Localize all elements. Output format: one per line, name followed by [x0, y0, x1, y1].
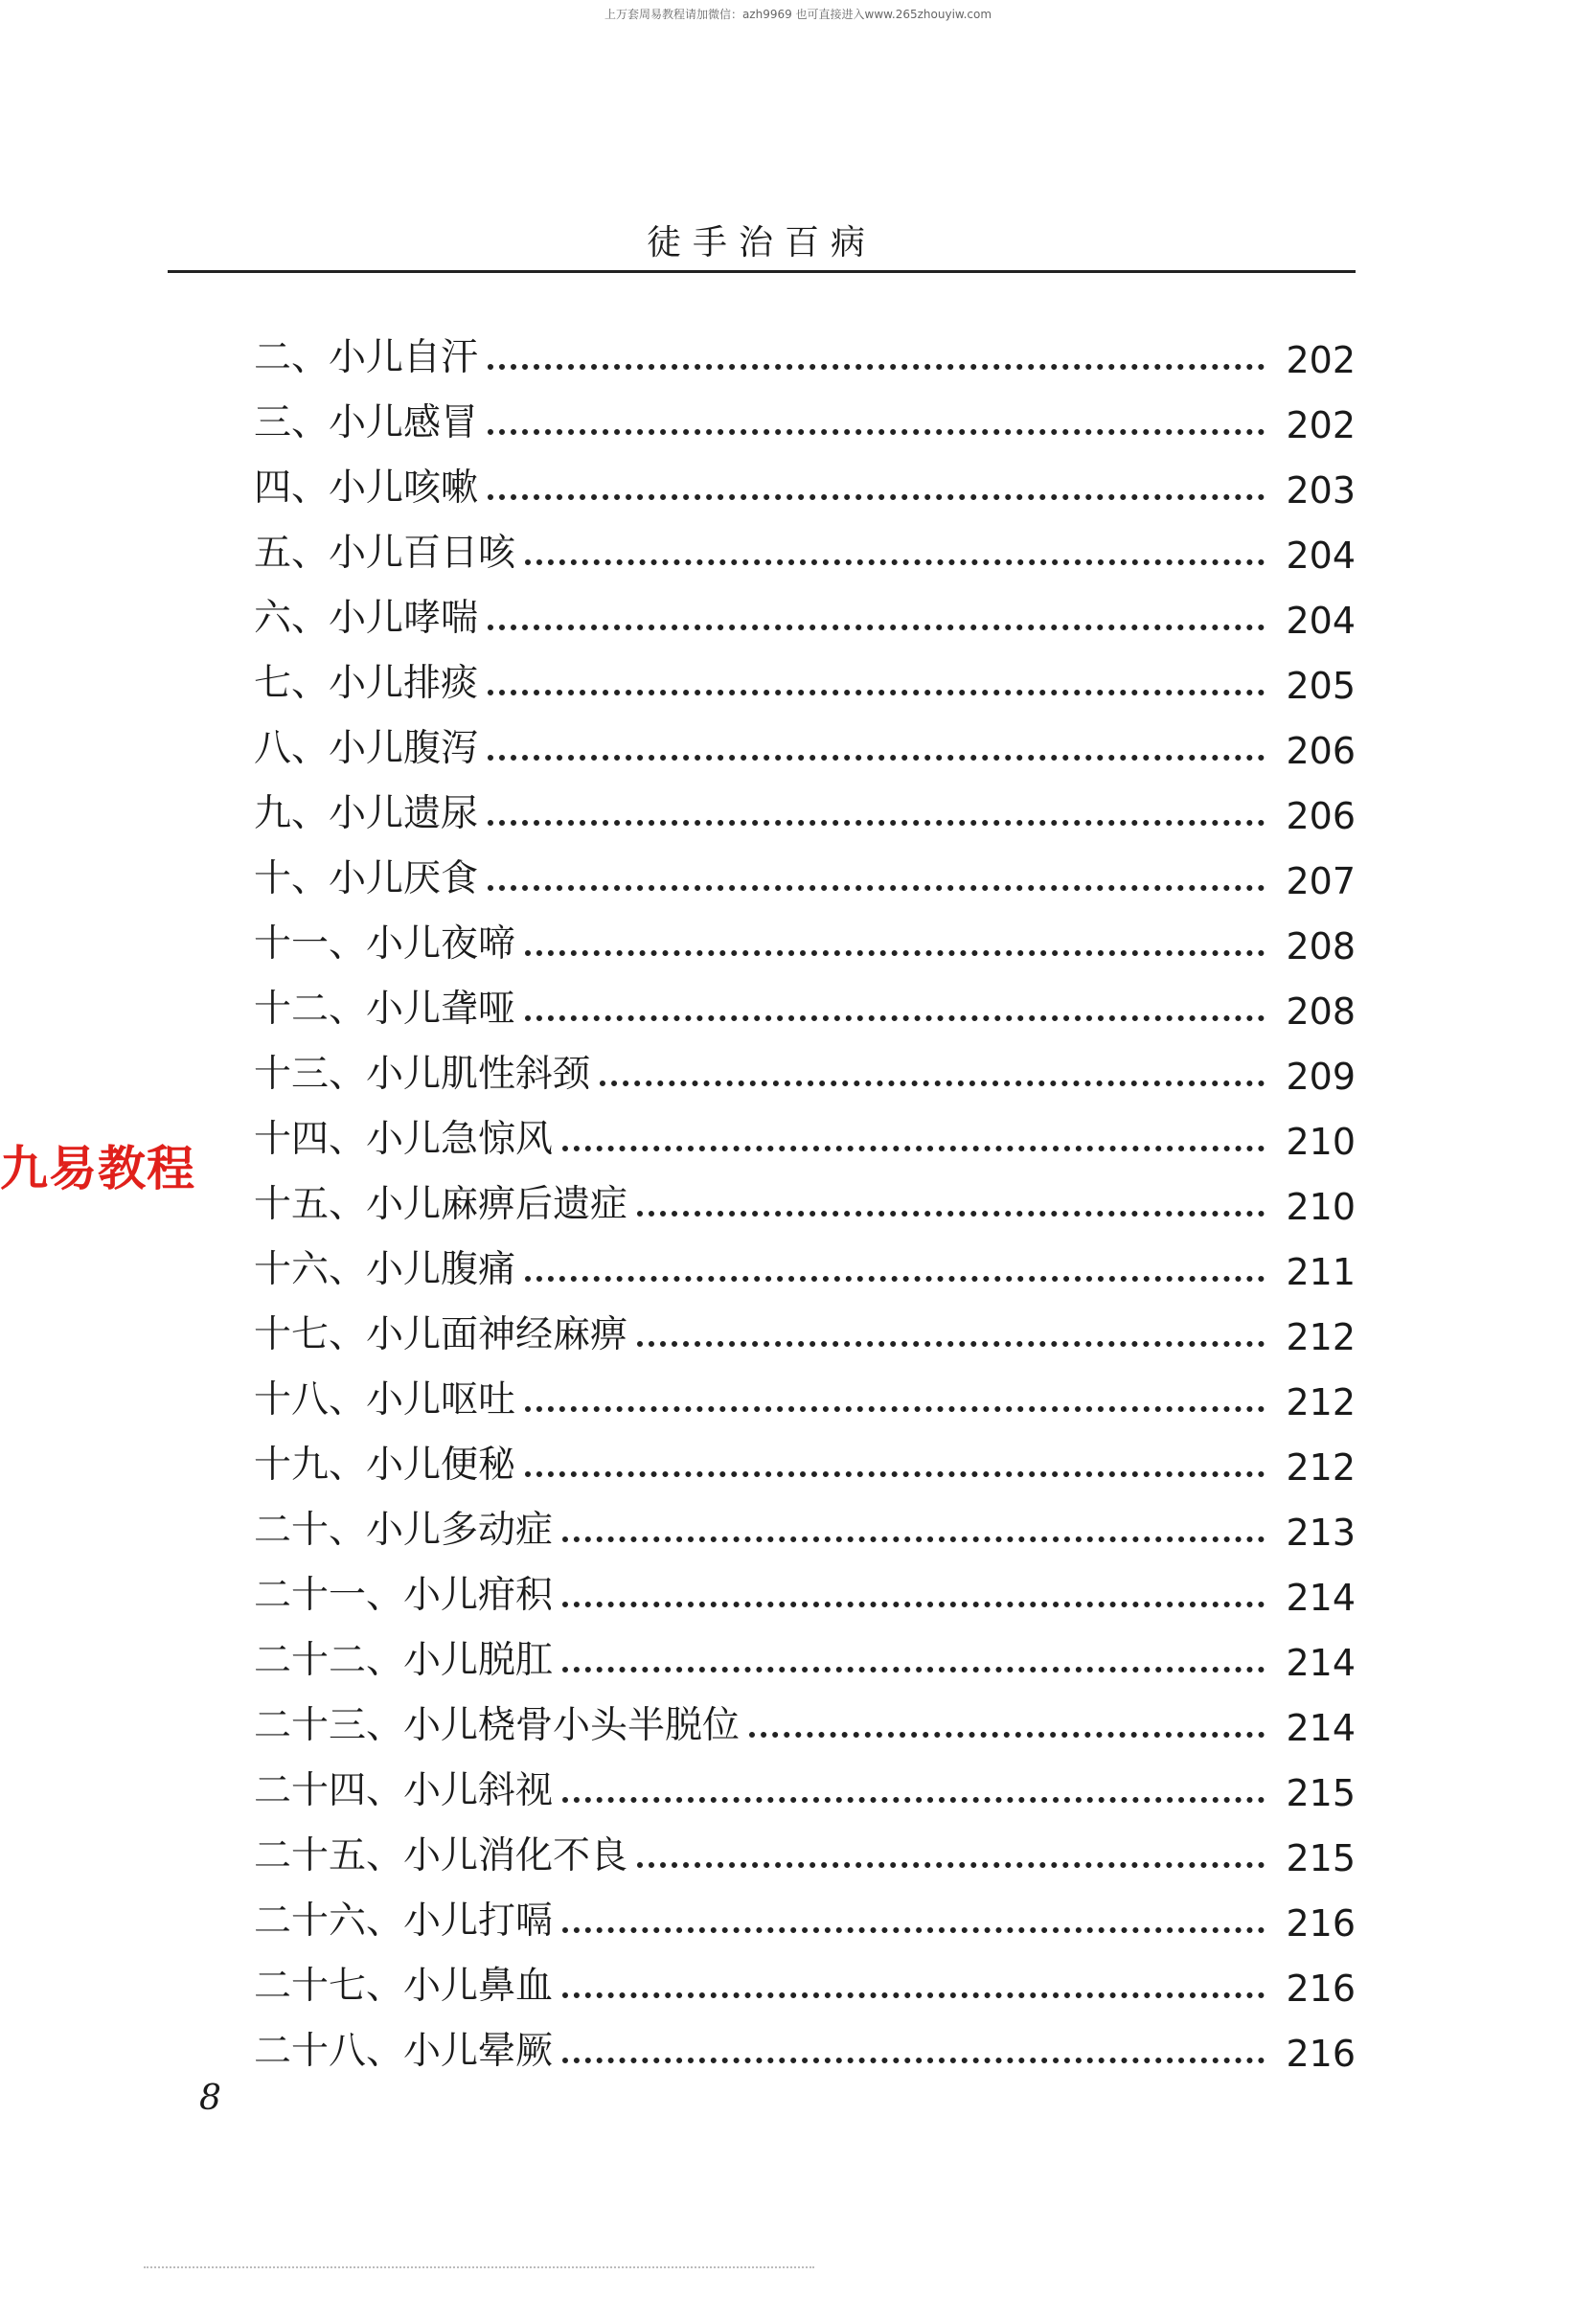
toc-entry-page: 208 [1286, 990, 1356, 1033]
toc-entry-title: 三、小儿感冒 [254, 401, 479, 444]
toc-entry [254, 1945, 1356, 2010]
dot-leader [525, 1406, 1265, 1412]
toc-entry [254, 316, 1356, 381]
book-title: 徒手治百病 [646, 223, 877, 262]
dot-leader [562, 1667, 1265, 1672]
dot-leader [488, 494, 1265, 500]
toc-entry [254, 1228, 1356, 1293]
toc-entry-title: 十五、小儿麻痹后遗症 [254, 1183, 628, 1226]
toc-entry-title: 十七、小儿面神经麻痹 [254, 1313, 628, 1356]
dot-leader [637, 1341, 1265, 1347]
toc-entry-page: 213 [1286, 1512, 1356, 1554]
toc-entry-title: 八、小儿腹泻 [254, 727, 479, 770]
toc-entry-title: 九、小儿遗尿 [254, 792, 479, 835]
toc-entry-page: 209 [1286, 1056, 1356, 1098]
toc-entry-page: 214 [1286, 1707, 1356, 1749]
toc-entry [254, 381, 1356, 446]
dot-leader [562, 1927, 1265, 1933]
running-header [168, 216, 1356, 273]
side-watermark: 九易教程 [0, 1141, 195, 1196]
dot-leader [488, 820, 1265, 826]
top-watermark: 上万套周易教程请加微信：azh9969 也可直接进入www.265zhouyiw.com [604, 8, 992, 21]
toc-entry-page: 210 [1286, 1121, 1356, 1163]
toc-entry [254, 446, 1356, 512]
toc-entry-page: 216 [1286, 1968, 1356, 2010]
dot-leader [525, 950, 1265, 956]
dot-leader [562, 2058, 1265, 2063]
dot-leader [562, 1146, 1265, 1151]
toc-entry-title: 十九、小儿便秘 [254, 1444, 516, 1487]
toc-entry-title: 十、小儿厌食 [254, 857, 479, 900]
toc-entry [254, 837, 1356, 902]
toc-entry-page: 211 [1286, 1251, 1356, 1293]
dot-leader [562, 1797, 1265, 1803]
page-number: 8 [199, 2079, 221, 2118]
toc-entry-title: 七、小儿排痰 [254, 662, 479, 705]
toc-entry [254, 642, 1356, 707]
toc-entry [254, 577, 1356, 642]
toc-entry-title: 二十二、小儿脱肛 [254, 1639, 554, 1682]
toc-entry [254, 1098, 1356, 1163]
toc-entry-page: 212 [1286, 1316, 1356, 1358]
toc-entry-title: 二十、小儿多动症 [254, 1509, 554, 1552]
toc-entry-title: 十八、小儿呕吐 [254, 1378, 516, 1422]
toc-entry-page: 215 [1286, 1837, 1356, 1879]
toc-entry-title: 十六、小儿腹痛 [254, 1248, 516, 1291]
toc-entry-page: 216 [1286, 1902, 1356, 1945]
toc-entry [254, 1033, 1356, 1098]
dot-leader [488, 625, 1265, 630]
dot-leader [525, 1276, 1265, 1282]
toc-entry-page: 212 [1286, 1381, 1356, 1423]
dot-leader [637, 1211, 1265, 1217]
toc-entry-page: 206 [1286, 795, 1356, 837]
toc-entry [254, 707, 1356, 772]
toc-entry-page: 207 [1286, 860, 1356, 902]
toc-entry-page: 204 [1286, 600, 1356, 642]
toc-entry-title: 五、小儿百日咳 [254, 532, 516, 575]
dot-leader [637, 1862, 1265, 1868]
toc-entry-title: 二、小儿自汗 [254, 336, 479, 379]
dot-leader [525, 1015, 1265, 1021]
toc-entry [254, 1423, 1356, 1489]
toc-entry-page: 204 [1286, 535, 1356, 577]
toc-entry [254, 512, 1356, 577]
toc-entry [254, 1293, 1356, 1358]
toc-entry-page: 216 [1286, 2033, 1356, 2075]
toc-entry [254, 1879, 1356, 1945]
toc-entry [254, 1554, 1356, 1619]
toc-entry [254, 1489, 1356, 1554]
toc-entry-page: 203 [1286, 469, 1356, 512]
toc-entry [254, 772, 1356, 837]
dot-leader [562, 1602, 1265, 1607]
dot-leader [488, 429, 1265, 435]
toc-entry [254, 2010, 1356, 2075]
toc-entry-page: 205 [1286, 665, 1356, 707]
toc-entry-page: 206 [1286, 730, 1356, 772]
toc-entry [254, 1684, 1356, 1749]
dot-leader [525, 559, 1265, 565]
toc-entry [254, 1163, 1356, 1228]
toc-entry-page: 202 [1286, 404, 1356, 446]
toc-entry-title: 四、小儿咳嗽 [254, 466, 479, 510]
toc-entry-title: 二十七、小儿鼻血 [254, 1965, 554, 2008]
toc-entry-title: 二十四、小儿斜视 [254, 1769, 554, 1812]
toc-entry [254, 1749, 1356, 1814]
toc-entry-page: 214 [1286, 1577, 1356, 1619]
toc-entry [254, 967, 1356, 1033]
dot-leader [562, 1536, 1265, 1542]
toc-entry [254, 1814, 1356, 1879]
toc-entry-page: 210 [1286, 1186, 1356, 1228]
toc-entry-page: 202 [1286, 339, 1356, 381]
toc-entry-title: 六、小儿哮喘 [254, 597, 479, 640]
toc-entry-title: 二十六、小儿打嗝 [254, 1900, 554, 1943]
toc-entry-title: 二十八、小儿晕厥 [254, 2030, 554, 2073]
toc-entry-page: 214 [1286, 1642, 1356, 1684]
dot-leader [488, 885, 1265, 891]
dot-leader [749, 1732, 1265, 1738]
toc-entry-title: 二十一、小儿疳积 [254, 1574, 554, 1617]
toc-entry-page: 208 [1286, 925, 1356, 967]
toc-entry-title: 十四、小儿急惊风 [254, 1118, 554, 1161]
toc-entry-title: 二十三、小儿桡骨小头半脱位 [254, 1704, 741, 1747]
toc-entry [254, 902, 1356, 967]
scan-artifact [144, 2266, 814, 2272]
dot-leader [488, 755, 1265, 761]
toc-entry-title: 十一、小儿夜啼 [254, 922, 516, 966]
dot-leader [600, 1081, 1265, 1086]
toc-entry [254, 1619, 1356, 1684]
dot-leader [488, 690, 1265, 695]
toc-entry-title: 十二、小儿聋哑 [254, 988, 516, 1031]
toc-entry-page: 212 [1286, 1446, 1356, 1489]
toc-entry-title: 二十五、小儿消化不良 [254, 1834, 628, 1877]
dot-leader [525, 1471, 1265, 1477]
dot-leader [562, 1992, 1265, 1998]
toc-entry-title: 十三、小儿肌性斜颈 [254, 1053, 591, 1096]
table-of-contents [254, 316, 1356, 2075]
toc-entry [254, 1358, 1356, 1423]
header-rule [168, 270, 1356, 273]
dot-leader [488, 364, 1265, 370]
toc-entry-page: 215 [1286, 1772, 1356, 1814]
